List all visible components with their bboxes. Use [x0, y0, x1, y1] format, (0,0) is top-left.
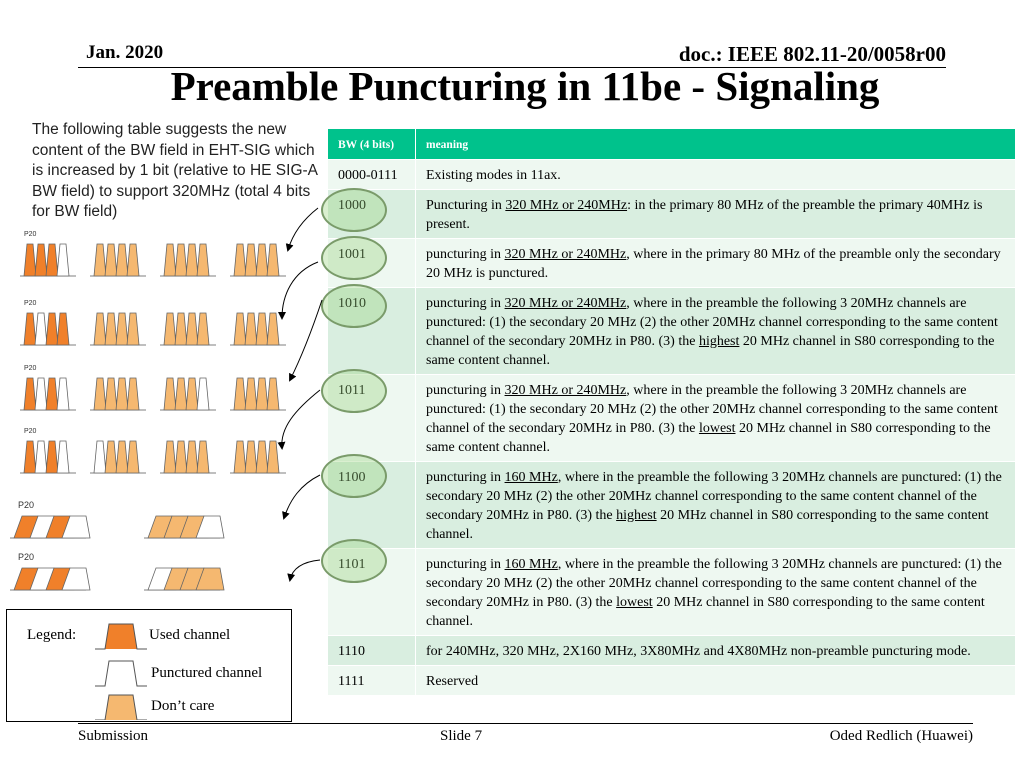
channel-pulse — [105, 313, 117, 345]
meaning-cell — [416, 160, 1016, 190]
bw-code-cell: 1101 — [328, 549, 416, 636]
table-row — [328, 462, 1016, 549]
bw-code-cell: 1110 — [328, 636, 416, 666]
code-highlight-oval-1010 — [321, 284, 387, 328]
slide-title: Preamble Puncturing in 11be - Signaling — [170, 63, 880, 109]
legend-punctured-swatch — [95, 661, 147, 686]
table-row — [328, 239, 1016, 288]
arrow-to-1101 — [290, 560, 320, 580]
meaning-text: 20 MHz channel in S80 corresponding to the same content channel. — [426, 595, 985, 629]
channel-pulse — [175, 313, 187, 345]
legend-used-label: Used channel — [149, 627, 231, 643]
channel-pulse — [57, 441, 69, 473]
bw-code-cell: 0000-0111 — [328, 160, 416, 190]
meaning-cell — [416, 239, 1016, 288]
channel-pulse — [94, 244, 106, 276]
table-header-meaning: meaning — [416, 129, 1016, 160]
channel-pulse — [35, 244, 47, 276]
legend-dont-care-label: Don’t care — [151, 698, 215, 714]
channel-pulse — [234, 441, 246, 473]
channel-pulse — [57, 313, 69, 345]
channel-pulse — [164, 378, 176, 410]
meaning-bandwidth-link-text: 320 MHz or 240MHz — [504, 296, 627, 311]
code-highlight-oval-1101 — [321, 539, 387, 583]
meaning-text: 20 MHz channel in S80 corresponding to the same content channel. — [426, 421, 991, 455]
p20-label: P20 — [24, 428, 37, 435]
code-highlight-oval-1001 — [321, 236, 387, 280]
meaning-text: Reserved — [426, 674, 479, 689]
channel-pulse — [127, 378, 139, 410]
channel-pulse — [127, 244, 139, 276]
meaning-text: puncturing in — [426, 470, 505, 485]
arrow-to-1001 — [282, 262, 318, 318]
channel-pulse — [234, 378, 246, 410]
channel-pulse — [94, 313, 106, 345]
channel-pulse — [245, 378, 257, 410]
meaning-bandwidth-link-text: 320 MHz or 240MHz — [505, 198, 628, 213]
bw-signaling-table — [327, 128, 1016, 696]
meaning-text: Puncturing in — [426, 198, 506, 213]
p20-label: P20 — [18, 552, 35, 562]
meaning-text: puncturing in — [426, 557, 505, 572]
meaning-text: : in the primary 80 MHz of the preamble the primary 40MHz is present. — [426, 198, 983, 232]
meaning-cell — [416, 636, 1016, 666]
meaning-emphasis-text: highest — [616, 508, 657, 523]
header-date: Jan. 2020 — [86, 42, 164, 63]
table-row — [328, 666, 1016, 696]
footer-submission: Submission — [78, 728, 149, 744]
table-header-row — [328, 129, 1016, 160]
channel-pulse — [35, 441, 47, 473]
channel-pulse — [164, 313, 176, 345]
p20-label: P20 — [24, 231, 37, 238]
meaning-emphasis-text: highest — [698, 334, 740, 349]
bw-code-cell: 1001 — [328, 239, 416, 288]
meaning-bandwidth-link-text: 320 MHz or 240MHz — [504, 247, 627, 262]
channel-pulse — [197, 313, 209, 345]
channel-pulse — [46, 378, 58, 410]
meaning-bandwidth-link-text: 320 MHz or 240MHz — [504, 383, 627, 398]
meaning-text: 20 MHz channel in S80 corresponding to the same content channel. — [426, 508, 989, 542]
arrow-to-1100 — [284, 475, 320, 518]
channel-pulse — [267, 313, 279, 345]
channel-pulse — [267, 244, 279, 276]
table-row — [328, 160, 1016, 190]
channel-pulse — [24, 378, 36, 410]
legend-box — [6, 609, 292, 722]
code-highlight-oval-1011 — [321, 369, 387, 413]
channel-pulse — [127, 313, 139, 345]
channel-pulse — [267, 378, 279, 410]
channel-pulse — [46, 244, 58, 276]
channel-pulse — [197, 244, 209, 276]
channel-pulse — [186, 378, 198, 410]
footer-slide-number: Slide 7 — [440, 728, 483, 744]
bw-code-cell: 1100 — [328, 462, 416, 549]
arrow-to-1011 — [282, 390, 320, 448]
channel-pulse — [267, 441, 279, 473]
channel-pulse — [256, 441, 268, 473]
channel-pulse — [256, 378, 268, 410]
channel-pulse — [245, 244, 257, 276]
bw-code-cell: 1010 — [328, 288, 416, 375]
channel-pulse — [256, 244, 268, 276]
table-header-bw: BW (4 bits) — [328, 129, 416, 160]
channel-pulse — [186, 244, 198, 276]
channel-pulse — [105, 441, 117, 473]
meaning-cell — [416, 375, 1016, 462]
channel-pulse — [105, 378, 117, 410]
channel-pulse — [24, 441, 36, 473]
meaning-emphasis-text: lowest — [616, 595, 653, 610]
meaning-cell — [416, 288, 1016, 375]
meaning-text: for 240MHz, 320 MHz, 2X160 MHz, 3X80MHz and 4X80MHz non-preamble puncturing mode. — [426, 644, 971, 659]
channel-pulse — [116, 378, 128, 410]
meaning-cell — [416, 462, 1016, 549]
table-row — [328, 636, 1016, 666]
intro-text: The following table suggests the new content of the BW field in EHT-SIG which is increased by 1 bit (relative to HE SIG-A BW field) to support 320MHz (total 4 bits for BW field) — [32, 121, 318, 220]
p20-label: P20 — [24, 365, 37, 372]
bw-code-cell: 1111 — [328, 666, 416, 696]
channel-pulse — [164, 441, 176, 473]
channel-pulse — [116, 313, 128, 345]
channel-pulse — [186, 441, 198, 473]
meaning-text: , where in the preamble the following 3 20MHz channels are punctured: (1) the secondary 20 MHz (2) the other 20MHz channel corresponding to the same content channel of the secondary 20MHz in P80. (3) the — [426, 470, 1002, 523]
channel-pulse — [57, 244, 69, 276]
channel-pulse — [94, 378, 106, 410]
code-highlight-oval-1000 — [321, 188, 387, 232]
meaning-cell — [416, 666, 1016, 696]
channel-pulse — [57, 378, 69, 410]
meaning-text: , where in the preamble the following 3 20MHz channels are punctured: (1) the secondary 20 MHz (2) the other 20MHz channel corresponding to the same content channel of the secondary 20MHz in P80. (3) the — [426, 557, 1002, 610]
channel-pulse — [245, 441, 257, 473]
meaning-text: , where in the primary 80 MHz of the preamble only the secondary 20 MHz is punctured. — [426, 247, 1001, 281]
meaning-cell — [416, 549, 1016, 636]
meaning-bandwidth-link-text: 160 MHz — [504, 470, 558, 485]
meaning-text: , where in the preamble the following 3 20MHz channels are punctured: (1) the secondary 20 MHz (2) the other 20MHz channel corresponding to the same content channel of the secondary 20MHz in P80. (3) the — [426, 296, 998, 349]
channel-pulse — [175, 441, 187, 473]
header-doc-id: doc.: IEEE 802.11-20/0058r00 — [678, 42, 946, 66]
legend-dont-care-swatch — [95, 695, 147, 720]
channel-pulse — [245, 313, 257, 345]
channel-pulse — [35, 378, 47, 410]
meaning-cell — [416, 190, 1016, 239]
channel-pulse — [197, 378, 209, 410]
legend-title: Legend: — [27, 627, 77, 643]
puncturing-pattern-diagram — [0, 0, 324, 600]
p20-label: P20 — [24, 300, 37, 307]
meaning-text: puncturing in — [426, 247, 505, 262]
code-highlight-oval-1100 — [321, 454, 387, 498]
meaning-emphasis-text: lowest — [698, 421, 736, 436]
footer-rule — [78, 723, 973, 724]
channel-pulse — [24, 313, 36, 345]
table-row — [328, 549, 1016, 636]
channel-pulse — [24, 244, 36, 276]
meaning-text: Existing modes in 11ax. — [426, 168, 561, 183]
channel-pulse — [256, 313, 268, 345]
channel-pulse — [116, 244, 128, 276]
meaning-text: puncturing in — [426, 296, 505, 311]
meaning-bandwidth-link-text: 160 MHz — [504, 557, 558, 572]
channel-pulse — [175, 244, 187, 276]
channel-pulse — [35, 313, 47, 345]
channel-pulse — [164, 244, 176, 276]
meaning-text: puncturing in — [426, 383, 505, 398]
channel-pulse — [127, 441, 139, 473]
p20-label: P20 — [18, 500, 35, 510]
footer-author: Oded Redlich (Huawei) — [829, 728, 973, 744]
bw-code-cell: 1000 — [328, 190, 416, 239]
legend-used-swatch — [95, 624, 147, 649]
channel-pulse — [197, 441, 209, 473]
channel-pulse — [94, 441, 106, 473]
arrow-to-1000 — [288, 208, 318, 250]
legend-swatches — [91, 616, 151, 720]
channel-pulse — [234, 313, 246, 345]
table-row — [328, 288, 1016, 375]
legend-punctured-label: Punctured channel — [151, 665, 263, 681]
table-row — [328, 375, 1016, 462]
meaning-text: 20 MHz channel in S80 corresponding to the same content channel. — [426, 334, 995, 368]
channel-pulse — [116, 441, 128, 473]
channel-pulse — [234, 244, 246, 276]
channel-pulse — [46, 441, 58, 473]
table-row — [328, 190, 1016, 239]
channel-pulse — [46, 313, 58, 345]
meaning-text: , where in the preamble the following 3 20MHz channels are punctured: (1) the secondary 20 MHz (2) the other 20MHz channel corresponding to the same content channel of the secondary 20MHz in P80. (3) the — [426, 383, 998, 436]
arrow-to-1010 — [290, 300, 322, 380]
channel-pulse — [105, 244, 117, 276]
channel-pulse — [186, 313, 198, 345]
channel-pulse — [175, 378, 187, 410]
bw-code-cell: 1011 — [328, 375, 416, 462]
